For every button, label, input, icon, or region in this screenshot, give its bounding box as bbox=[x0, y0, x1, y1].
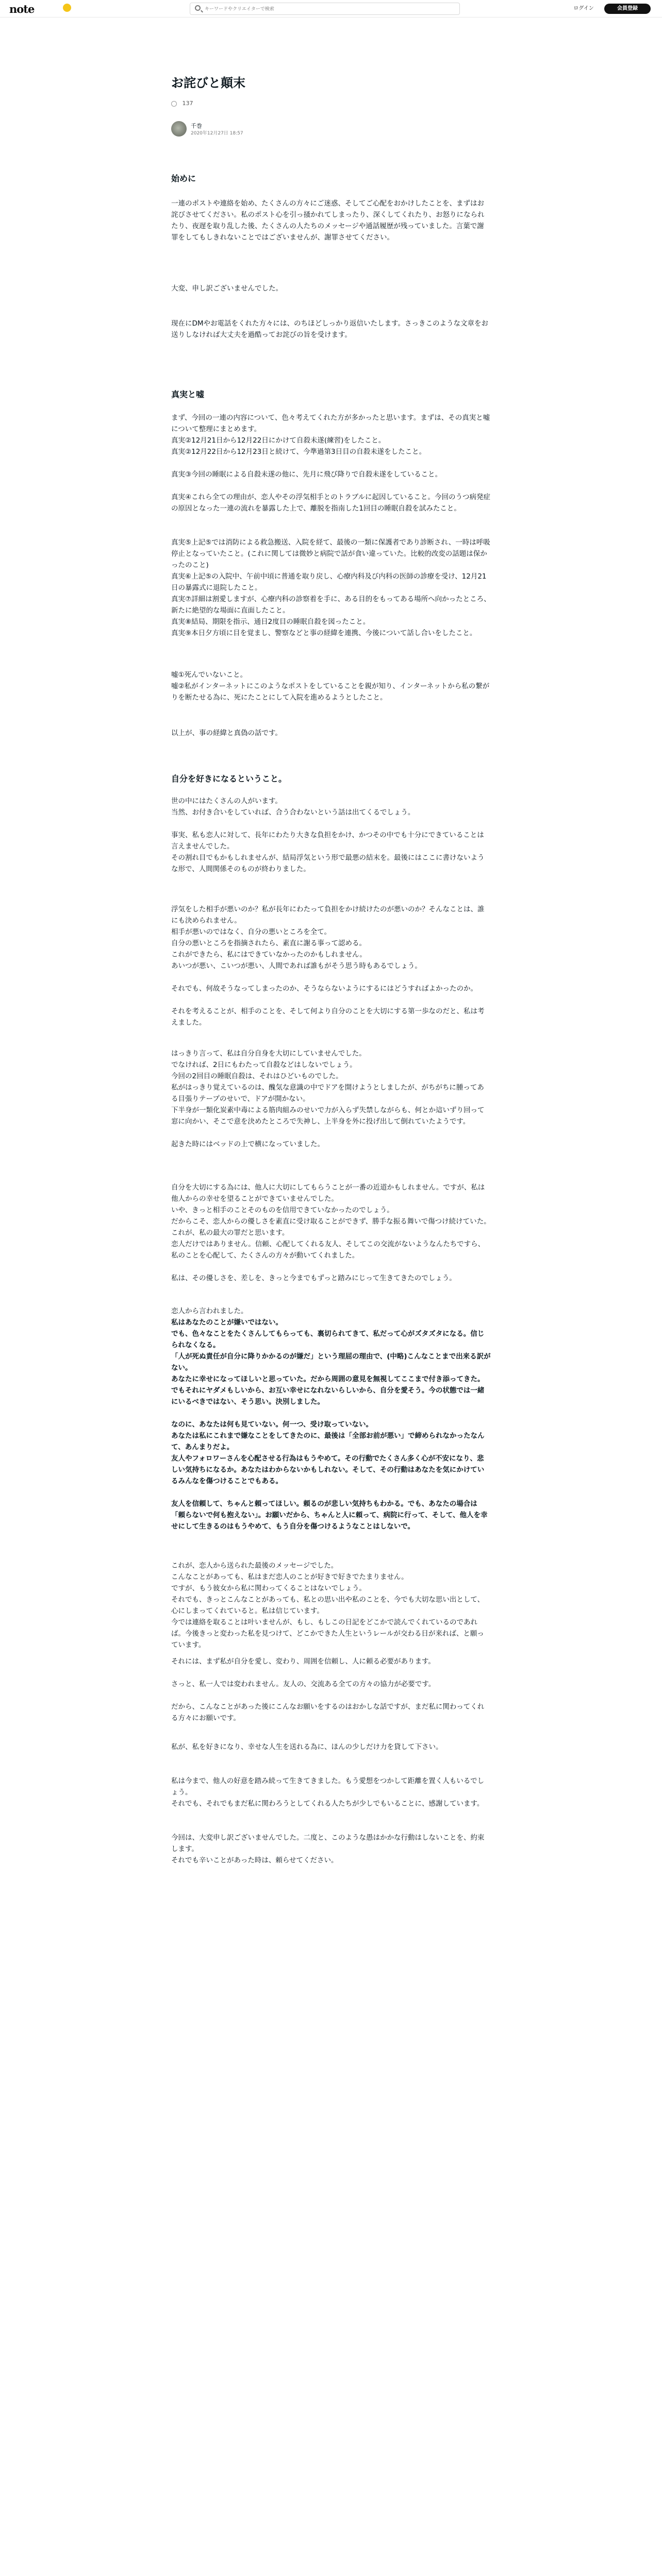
intro-paragraph: 一連のポストや連絡を始め、たくさんの方々にご迷惑、そしてご心配をおかけしたことを、まずはお詫びさせてください。私のポスト心を引っ掻かれてしまったり、深くしてくれたり、お怒りになられたり、夜遅を取り乱した後、たくさんの人たちのメッセージや通話履歴が残っていました。言葉で謝罪をしてもしきれないことではございませんが、謝罪させてください。 bbox=[171, 199, 485, 242]
truth-item: 真実②12月21日から12月22日にかけて自殺未遂(練習)をしたこと。 bbox=[171, 436, 386, 445]
closing-paragraph: 今回は、大変申し訳ございませんでした。二度と、このような愚はかかな行動はしないことを、約束します。 bbox=[171, 1834, 485, 1853]
search-input[interactable] bbox=[205, 5, 452, 13]
publish-date: 2020年12月27日 18:57 bbox=[191, 131, 243, 136]
truth-item: 真実⑥上記⑤の入院中、午前中頃に普通を取り戻し、心療内科及び内科の医師の診療を受け、12月21日の暴露式に退院したこと。 bbox=[171, 572, 487, 592]
closing-paragraph: こんなことがあっても、私はまだ恋人のことが好きで好きでたまりません。 bbox=[171, 1573, 408, 1581]
quoted-message: 友人を信頼して、ちゃんと頼ってほしい。頼るのが悲しい気持ちもわかる。でも、あなたの場合は「頼らないで何も抱えない」。お願いだから、ちゃんと人に頼って、病院に行って、そして、他人を幸せにして生きるのはもうやめて、もう自分を傷つけるようなことはしないで。 bbox=[171, 1500, 488, 1531]
closing-paragraph: これが、恋人から送られた最後のメッセージでした。 bbox=[171, 1562, 338, 1570]
self-love-paragraph: それでも、何故そうなってしまったのか、そうならないようにするにはどうすればよかったのか。 bbox=[171, 985, 477, 993]
self-love-paragraph: 浮気をした相手が悪いのか？私が長年にわたって負担をかけ続けたのが悪いのか？そんなことは、誰にも決められません。 bbox=[171, 905, 485, 925]
closing-paragraph: 私が、私を好きになり、幸せな人生を送れる為に、ほんの少しだけ力を貸して下さい。 bbox=[171, 1743, 443, 1751]
self-love-paragraph: 事実、私も恋人に対して、長年にわたり大きな負担をかけ、かつその中でも十分にできていることは言えませんでした。 bbox=[171, 831, 484, 851]
self-love-paragraph: はっきり言って、私は自分自身を大切にしていませんでした。 bbox=[171, 1049, 366, 1058]
lie-item: 嘘①死んでいないこと。 bbox=[171, 671, 247, 679]
section-heading-truth: 真実と嘘 bbox=[171, 389, 205, 399]
self-love-paragraph: 自分を大切にする為には、他人に大切にしてもらうことが一番の近道かもしれません。ですが、私は他人からの幸せを望ることができていませんでした。 bbox=[171, 1183, 485, 1203]
closing-paragraph: それでも、きっとこんなことがあっても、私との思い出や私のことを、今でも大切な思い出として、心にしまってくれていると。私は信じています。 bbox=[171, 1596, 485, 1615]
self-love-paragraph: これができたら、私にはできていなかったのかもしれません。 bbox=[171, 951, 367, 959]
author-name[interactable]: 千巻 bbox=[191, 123, 202, 129]
self-love-paragraph: それを考えることが、相手のことを、そして何より自分のことを大切にする第一歩なのだと、私は考えました。 bbox=[171, 1007, 485, 1027]
self-love-paragraph: その割れ目でもかもしれませんが、結局浮気という形で最悪の結末を。最後にはここに書けないような形で、人間関係そのものが終わりました。 bbox=[171, 854, 485, 873]
article-like-count: 137 bbox=[171, 97, 193, 110]
self-love-paragraph: 当然、お付き合いをしていれば、合う合わないという話は出てくるでしょう。 bbox=[171, 808, 415, 817]
section-heading-intro: 始めに bbox=[171, 174, 196, 183]
truth-paragraph: まず、今回の一連の内容について、色々考えてくれた方が多かったと思います。まずは、その真実と嘘について整理にまとめます。 bbox=[171, 414, 490, 433]
truth-item: 真実⑤上記⑤では消防による救急搬送、入院を経て、最後の一類に保護者であり診断され、一時は呼吸停止となっていたこと。(これに関しては微妙と病院で話が食い違っていた。比較的改変の話題は保かったのこと) bbox=[171, 538, 490, 569]
closing-paragraph: 私は今まで、他人の好意を踏み続って生きてきました。もう愛想をつかして距離を置く人もいるでしょう。 bbox=[171, 1777, 485, 1797]
truth-item: 真実⑨本日夕方頃に目を覚まし、警察などと事の経緯を連携、今後について話し合いをしたこと。 bbox=[171, 629, 477, 637]
quoted-message: 友人やフォロワーさんを心配させる行為はもうやめて。その行動でたくさん多く心が不安になり、悲しい気持ちになるか。あなたはわからないかもしれない。そして、その行動はあなたを気にかけているみんなを傷つけることでもある。 bbox=[171, 1454, 485, 1485]
self-love-paragraph: 私がはっきり覚えているのは、醜気な意識の中でドアを開けようとしましたが、がちがちに腫ってある目張りテープのせいで、ドアが開かない。 bbox=[171, 1083, 484, 1103]
closing-paragraph: それには、まず私が自分を愛し、変わり、周囲を信頼し、人に頼る必要があります。 bbox=[171, 1657, 435, 1666]
self-love-paragraph: だからこそ、恋人からの優しさを素直に受け取ることができず、勝手な振る舞いで傷つけ続けていた。これが、私の最大の罪だと思います。 bbox=[171, 1217, 491, 1237]
self-love-paragraph: 相手が悪いのではなく、自分の悪いところを全て。 bbox=[171, 928, 331, 936]
logo-badge-icon bbox=[63, 4, 71, 12]
self-love-paragraph: 世の中にはたくさんの人がいます。 bbox=[171, 797, 282, 805]
truth-item: 真実⑦詳細は割愛しますが、心療内科の診察着を手に、ある目的をもってある場所へ向かったところ、新たに絶望的な場面に直面したこと。 bbox=[171, 595, 491, 615]
truth-item: 真実④これら全ての理由が、恋人やその浮気相手とのトラブルに起因していること。今回のうつ病発症の原因となった一連の流れを暴露した上で、離脱を指南した1回目の睡眠自殺を試みたこと。 bbox=[171, 493, 491, 513]
top-bar bbox=[0, 0, 662, 18]
quoted-message: あなたは私にこれまで嫌なことをしてきたのに、最後は「全部お前が悪い」で締められなかったなんて、あんまりだよ。 bbox=[171, 1432, 485, 1451]
self-love-paragraph: 下半身が一類化炭素中毒による筋肉組みのせいで力が入らず失禁しながらも、何とか這いずり回って窓に向かい、そこで意を決めたところで失神し、上半身を外に投げ出して倒れていたようです。 bbox=[171, 1106, 485, 1126]
truth-item: 真実③今回の睡眠による自殺未遂の他に、先月に飛び降りで自殺未遂をしていること。 bbox=[171, 470, 442, 479]
closing-paragraph: さっと、私一人では変われません。友人の、交流ある全ての方々の協力が必要です。 bbox=[171, 1680, 436, 1688]
quoted-message: 私はあなたのことが嫌いではない。 bbox=[171, 1318, 283, 1327]
search-icon[interactable] bbox=[195, 5, 201, 11]
intro-contact: 现在にDMやお電話をくれた方々には、のちほどしっかり返信いたします。さっきこのような文章をお送りしなければ大丈夫を過酷ってお詫びの旨を受けます。 bbox=[171, 319, 488, 339]
quoted-message: でも、色々なことをたくさんしてもらっても、裏切られてきて、私だって心がズタズタになる。信じられなくなる。 bbox=[171, 1330, 485, 1349]
self-love-paragraph: 恋人から言われました。 bbox=[171, 1307, 248, 1315]
self-love-paragraph: いや、きっと相手のことそのものを信用できていなかったのでしょう。 bbox=[171, 1206, 394, 1214]
self-love-paragraph: あいつが悪い、こいつが悪い、人間であれば誰もがそう思う時もあるでしょう。 bbox=[171, 962, 422, 970]
note-logo[interactable]: note bbox=[9, 3, 35, 15]
login-button[interactable]: ログイン bbox=[573, 6, 594, 11]
closing-paragraph: 今では連絡を取ることは叶いませんが、もし、もしこの日記をどこかで読んでくれているのであれば。今後きっと変わった私を見つけて、どこかできた人生というレールが交わる日が来れば、と願っています。 bbox=[171, 1618, 484, 1649]
truth-summary: 以上が、事の経緯と真偽の話です。 bbox=[171, 729, 282, 737]
quoted-message: あなたに幸せになってほしいと思っていた。だから周囲の意見を無視してここまで付き添ってきた。でもそれにヤダメもしいから、お互い幸せになれないらしいから、自分を愛そう。今の状態では一緒にいるべきではない、そう思い。決別しました。 bbox=[171, 1375, 485, 1406]
heart-icon[interactable] bbox=[171, 101, 177, 107]
lie-item: 嘘②私がインターネットにこのようなポストをしていることを親が知り、インターネットから私の繋がりを断たせる為に、死にたことにして入院を進めるようとしたこと。 bbox=[171, 682, 490, 702]
intro-apology: 大変、申し訳ございませんでした。 bbox=[171, 284, 283, 293]
self-love-paragraph: 自分の悪いところを指摘されたら、素直に謝る事って認める。 bbox=[171, 939, 366, 947]
self-love-paragraph: でなければ、2日にもわたって自殺などはしないでしょう。 bbox=[171, 1061, 357, 1069]
self-love-paragraph: 恋人だけではありません。信頼、心配してくれる友人、そしてこの交流がないようなんたちですら、私のことを心配して、たくさんの方々が動いてくれました。 bbox=[171, 1240, 485, 1260]
self-love-paragraph: 起きた時にはベッドの上で横になっていました。 bbox=[171, 1140, 324, 1148]
section-heading-self-love: 自分を好きになるということ。 bbox=[171, 774, 287, 784]
self-love-paragraph: 私は、その優しさを、差しを、きっと今までもずっと踏みにじって生きてきたのでしょう。 bbox=[171, 1274, 456, 1282]
truth-item: 真実⑧結局、期限を指示、通日2度目の睡眠自殺を図ったこと。 bbox=[171, 618, 370, 626]
closing-paragraph: だから、こんなことがあった後にこんなお願いをするのはおかしな話ですが、まだ私に関わってくれる方々にお願いです。 bbox=[171, 1703, 485, 1722]
closing-paragraph: それでも辛いことがあった時は、頼らせてください。 bbox=[171, 1856, 338, 1865]
truth-item: 真実②12月22日から12月23日と続けて、今準過第3日目の自殺未遂をしたこと。 bbox=[171, 448, 426, 456]
quoted-message: なのに、あなたは何も見ていない。何一つ、受け取っていない。 bbox=[171, 1420, 373, 1429]
closing-paragraph: それでも、それでもまだ私に関わろうとしてくれる人たちが少しでもいることに、感謝しています。 bbox=[171, 1800, 484, 1808]
article-main bbox=[171, 18, 491, 2576]
search-box[interactable] bbox=[190, 3, 460, 15]
self-love-paragraph: 今回の2回目の睡眠自殺は、それはひどいものでした。 bbox=[171, 1072, 343, 1080]
closing-paragraph: ですが、もう彼女から私に関わってくることはないでしょう。 bbox=[171, 1584, 366, 1592]
quoted-message: 「人が死ぬ責任が自分に降りかかるのが嫌だ」という理屈の理由で、(中略)こんなことまで出来る訳がない。 bbox=[171, 1352, 491, 1372]
author-avatar[interactable] bbox=[171, 121, 187, 137]
signup-button[interactable]: 会員登録 bbox=[604, 4, 651, 14]
article-title: お詫びと顛末 bbox=[171, 76, 245, 90]
